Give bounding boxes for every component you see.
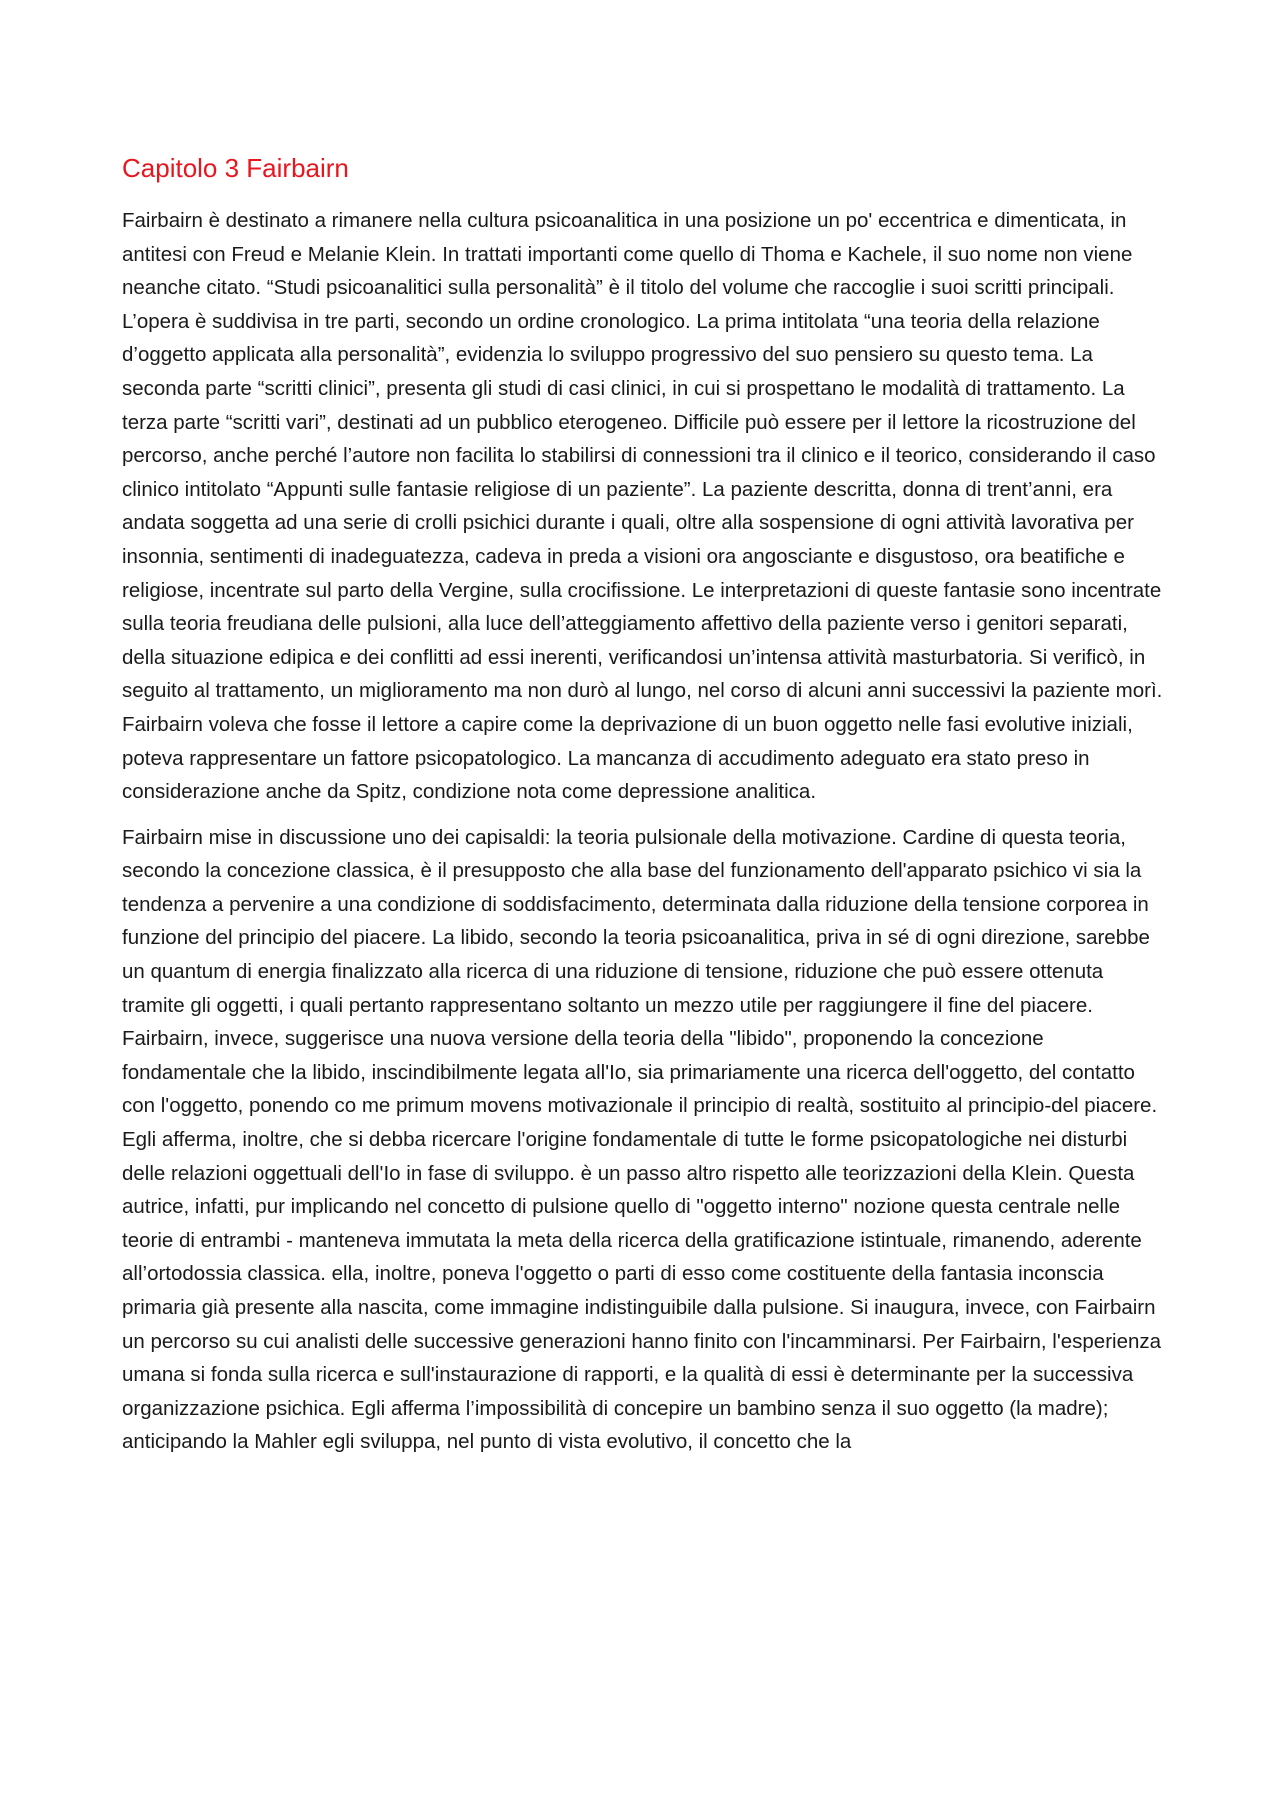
document-body [122, 150, 1168, 1471]
paragraph-1: Fairbairn è destinato a rimanere nella cultura psicoanalitica in una posizione un po' eccentrica e dimenticata, in antitesi con Freud e Melanie Klein. In trattati importanti come quello di Thoma e Kachele, il suo nome non viene neanche citato. “Studi psicoanalitici sulla personalità” è il titolo del volume che raccoglie i suoi scritti principali. L’opera è suddivisa in tre parti, secondo un ordine cronologico. La prima intitolata “una teoria della relazione d’oggetto applicata alla personalità”, evidenzia lo sviluppo progressivo del suo pensiero su questo tema. La seconda parte “scritti clinici”, presenta gli studi di casi clinici, in cui si prospettano le modalità di trattamento. La terza parte “scritti vari”, destinati ad un pubblico eterogeneo. Difficile può essere per il lettore la ricostruzione del percorso, anche perché l’autore non facilita lo stabilirsi di connessioni tra il clinico e il teorico, considerando il caso clinico intitolato “Appunti sulle fantasie religiose di un paziente”. La paziente descritta, donna di trent’anni, era andata soggetta ad una serie di crolli psichici durante i quali, oltre alla sospensione di ogni attività lavorativa per insonnia, sentimenti di inadeguatezza, cadeva in preda a visioni ora angosciante e disgustoso, ora beatifiche e religiose, incentrate sul parto della Vergine, sulla crocifissione. Le interpretazioni di queste fantasie sono incentrate sulla teoria freudiana delle pulsioni, alla luce dell’atteggiamento affettivo della paziente verso i genitori separati, della situazione edipica e dei conflitti ad essi inerenti, verificandosi un’intensa attività masturbatoria. Si verificò, in seguito al trattamento, un miglioramento ma non durò al lungo, nel corso di alcuni anni successivi la paziente morì. Fairbairn voleva che fosse il lettore a capire come la deprivazione di un buon oggetto nelle fasi evolutive iniziali, poteva rappresentare un fattore psicopatologico. La mancanza di accudimento adeguato era stato preso in considerazione anche da Spitz, condizione nota come depressione analitica. [122, 209, 1163, 804]
chapter-heading: Capitolo 3 Fairbairn [122, 153, 349, 183]
paragraph-2: Fairbairn mise in discussione uno dei capisaldi: la teoria pulsionale della motivazione. Cardine di questa teoria, secondo la concezione classica, è il presupposto che alla base del funzionamento dell'apparato psichico vi sia la tendenza a pervenire a una condizione di soddisfacimento, determinata dalla riduzione della tensione corporea in funzione del principio del piacere. La libido, secondo la teoria psicoanalitica, priva in sé di ogni direzione, sarebbe un quantum di energia finalizzato alla ricerca di una riduzione di tensione, riduzione che può essere ottenuta tramite gli oggetti, i quali pertanto rappresentano soltanto un mezzo utile per raggiungere il fine del piacere. Fairbairn, invece, suggerisce una nuova versione della teoria della "libido", proponendo la concezione fondamentale che la libido, inscindibilmente legata all'Io, sia primariamente una ricerca dell'oggetto, del contatto con l'oggetto, ponendo co me primum movens motivazionale il principio di realtà, sostituito al principio-del piacere. Egli afferma, inoltre, che si debba ricercare l'origine fondamentale di tutte le forme psicopatologiche nei disturbi delle relazioni oggettuali dell'Io in fase di sviluppo. è un passo altro rispetto alle teorizzazioni della Klein. Questa autrice, infatti, pur implicando nel concetto di pulsione quello di "oggetto interno" nozione questa centrale nelle teorie di entrambi - manteneva immutata la meta della ricerca della gratificazione istintuale, rimanendo, aderente all’ortodossia classica. ella, inoltre, poneva l'oggetto o parti di esso come costituente della fantasia inconscia primaria già presente alla nascita, come immagine indistinguibile dalla pulsione. Si inaugura, invece, con Fairbairn un percorso su cui analisti delle successive generazioni hanno finito con l'incamminarsi. Per Fairbairn, l'esperienza umana si fonda sulla ricerca e sull'instaurazione di rapporti, e la qualità di essi è determinante per la successiva organizzazione psichica. Egli afferma l’impossibilità di concepire un bambino senza il suo oggetto (la madre); anticipando la Mahler egli sviluppa, nel punto di vista evolutivo, il concetto che la [122, 825, 1162, 1454]
